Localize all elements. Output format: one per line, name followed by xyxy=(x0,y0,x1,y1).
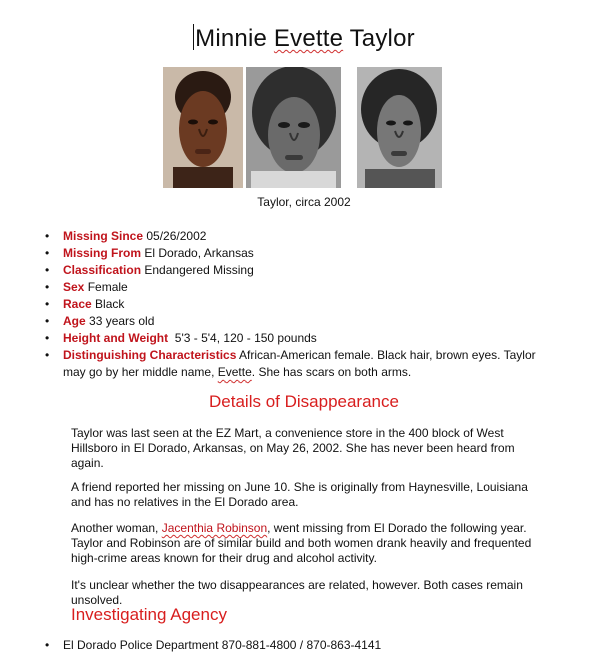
page-title: Minnie Evette Taylor xyxy=(195,25,415,52)
list-item: • Distinguishing Characteristics African-American female. Black hair, brown eyes. Taylor may go by her middle name, Evette. She has scars on both arms. xyxy=(45,348,536,379)
details-heading: Details of Disappearance xyxy=(209,392,399,411)
portrait-photo xyxy=(246,67,341,188)
list-item: • Sex Female xyxy=(45,280,128,294)
title-middle-name: Evette xyxy=(273,25,344,52)
agency-list xyxy=(0,637,381,654)
details-paragraph: It's unclear whether the two disappearances are related, however. Both cases remain unsolved. xyxy=(71,578,523,607)
list-item: • Classification Endangered Missing xyxy=(45,263,254,277)
list-item: • El Dorado Police Department 870-881-4800 / 870-863-4141 xyxy=(45,638,382,652)
text-cursor xyxy=(193,24,194,50)
list-item: • Missing From El Dorado, Arkansas xyxy=(45,246,254,260)
portrait-photo xyxy=(357,67,442,188)
list-item: • Missing Since 05/26/2002 xyxy=(45,229,207,243)
portrait-photo xyxy=(163,67,243,188)
case-facts-list xyxy=(0,228,600,381)
jacenthia-robinson-link[interactable]: Jacenthia Robinson xyxy=(161,521,268,535)
list-item: • Height and Weight 5'3 - 5'4, 120 - 150 pounds xyxy=(45,331,317,345)
agency-heading: Investigating Agency xyxy=(71,605,227,624)
list-item: • Race Black xyxy=(45,297,125,311)
details-paragraph: Another woman, Jacenthia Robinson, went missing from El Dorado the following year. Taylor and Robinson are of similar build and both women drank heavily and frequented high-crime areas known for their drug and alcohol activity. xyxy=(71,521,532,565)
list-item: • Age 33 years old xyxy=(45,314,155,328)
photo-caption: Taylor, circa 2002 xyxy=(257,195,351,209)
details-paragraph: A friend reported her missing on June 10. She is originally from Haynesville, Louisiana and has no relatives in the El Dorado area. xyxy=(71,480,528,509)
details-paragraph: Taylor was last seen at the EZ Mart, a convenience store in the 400 block of West Hillsboro in El Dorado, Arkansas, on May 26, 2002. She has never been heard from again. xyxy=(71,426,515,470)
